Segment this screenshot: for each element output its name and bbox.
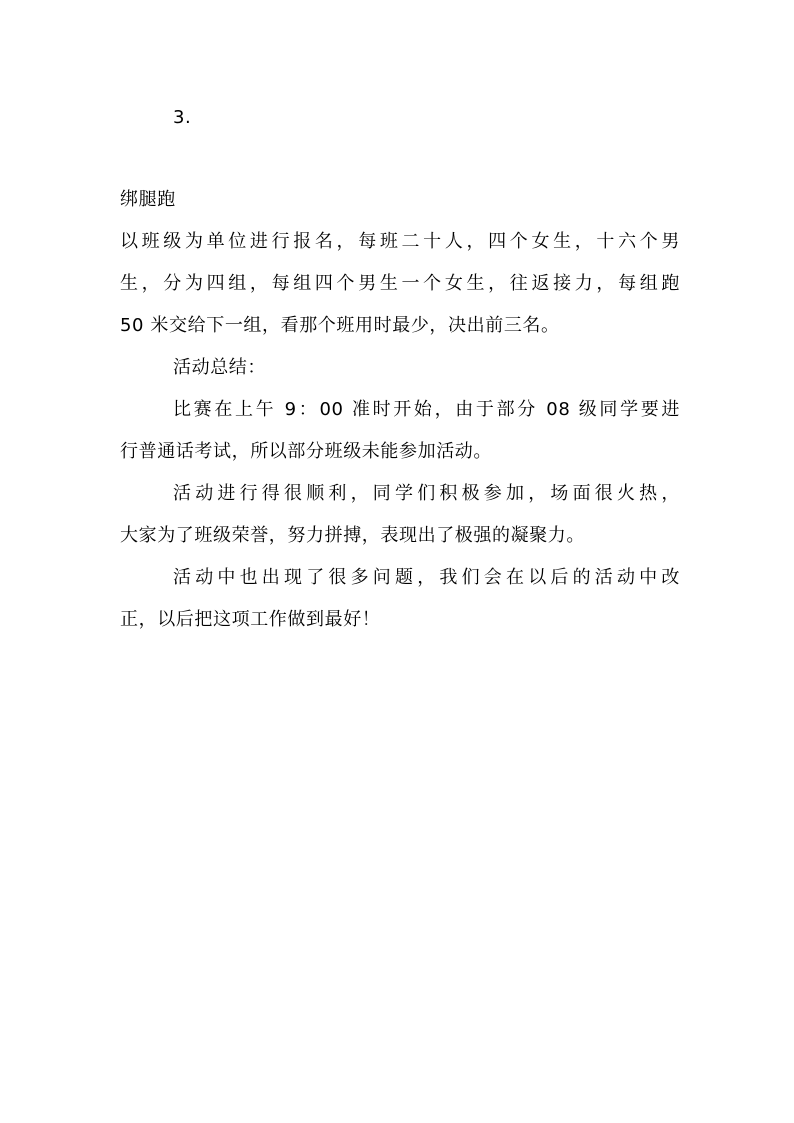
- rules-line: 以班级为单位进行报名，每班二十人，四个女生，十六个男: [120, 231, 680, 252]
- section-number: 3.: [173, 107, 192, 128]
- summary-heading: 活动总结：: [173, 357, 266, 378]
- rules-line: 生，分为四组，每组四个男生一个女生，往返接力，每组跑: [120, 273, 680, 294]
- paragraph-line: 行普通话考试，所以部分班级未能参加活动。: [120, 441, 492, 462]
- paragraph-line: 正，以后把这项工作做到最好！: [120, 609, 381, 630]
- paragraph-line: 活动进行得很顺利，同学们积极参加，场面很火热，: [173, 483, 680, 504]
- paragraph-line: 比赛在上午 9：00 准时开始，由于部分 08 级同学要进: [173, 399, 680, 420]
- rules-line: 50 米交给下一组，看那个班用时最少，决出前三名。: [120, 315, 560, 336]
- paragraph-line: 活动中也出现了很多问题，我们会在以后的活动中改: [173, 567, 680, 588]
- event-title: 绑腿跑: [120, 189, 176, 210]
- paragraph-line: 大家为了班级荣誉，努力拼搏，表现出了极强的凝聚力。: [120, 525, 585, 546]
